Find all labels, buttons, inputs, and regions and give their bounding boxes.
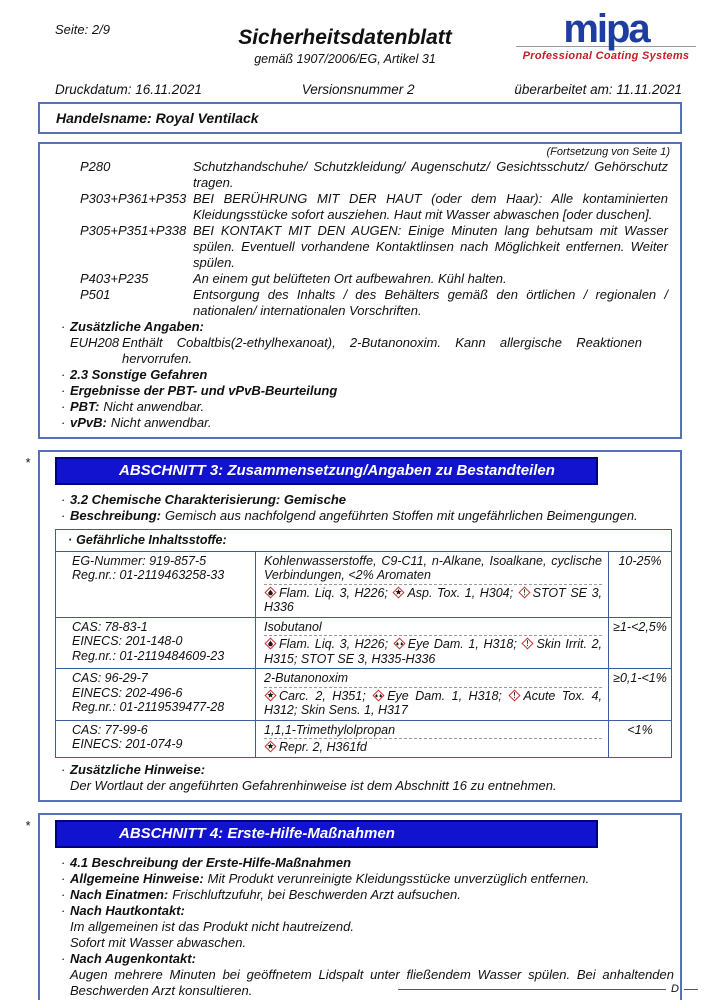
p-phrase-text: Entsorgung des Inhalts / des Behälters gemäß den örtlichen / regionalen / nationalen/ internationalen Vorschriften. [193,287,668,318]
ghs-health-hazard-icon [264,740,277,754]
hazard-text: Eye Dam. 1, H318; [387,688,509,703]
p-phrase-code: P305+P351+P338 [80,223,187,238]
change-marker-asterisk: * [25,817,31,833]
heading-label: Ergebnisse der PBT- und vPvB-Beurteilung [70,383,338,398]
bullet-dot: · [61,383,66,398]
hazard-text: Asp. Tox. 1, H304; [407,585,518,600]
first-aid-paragraph [61,950,674,967]
ghs-corrosion-icon [372,689,385,703]
heading-label: 3.2 Chemische Charakterisierung: Gemische [70,492,347,507]
identifier-line: EG-Nummer: 919-857-5 [72,553,207,568]
continuation-note-top: (Fortsetzung von Seite 1) [546,146,670,158]
ghs-exclamation-icon [508,689,521,703]
other-hazards-heading [61,367,666,383]
ghs-health-hazard-icon [392,586,405,600]
bullet-dot: · [61,367,66,382]
dashed-separator [264,584,602,585]
p-phrase-text: An einem gut belüfteten Ort aufbewahren. Kühl halten. [193,271,507,286]
footer-rule-right [684,989,698,990]
ingredient-identifiers [56,721,256,757]
identifier-line: Reg.nr.: 01-2119539477-28 [72,700,225,714]
trade-name: Handelsname: Royal Ventilack [56,110,259,126]
document-subtitle: gemäß 1907/2006/EG, Artikel 31 [254,52,436,66]
concentration-value: 10-25% [618,553,662,568]
revision-date: überarbeitet am: 11.11.2021 [514,82,682,97]
first-aid-paragraph [70,935,674,951]
pbt-result [61,399,666,415]
document-title-block [150,26,540,66]
hazard-text: Flam. Liq. 3, H226; [279,637,393,651]
hazard-classifications [264,740,602,755]
p-phrase-row [80,271,672,287]
euh-code: EUH208 [70,335,120,350]
ingredient-row [56,669,671,721]
p-phrase-row [80,159,672,191]
first-aid-paragraph [61,886,674,903]
bullet-dot: · [61,319,66,334]
vpvb-result [61,415,666,431]
bullet-dot: · [61,886,66,902]
description-label: Beschreibung: [70,508,162,523]
hazard-classifications [264,586,602,615]
p-phrase-row [80,223,672,271]
paragraph-text: Sofort mit Wasser abwaschen. [70,934,247,950]
footer-language-marker [398,984,698,995]
mipa-logo [516,6,696,62]
dashed-separator [264,738,602,739]
concentration-value: <1% [627,722,653,737]
identifier-line: CAS: 77-99-6 [72,722,148,737]
ingredients-table-header [56,530,671,552]
document-meta-row [55,82,682,97]
hazard-text: Flam. Liq. 3, H226; [279,585,393,600]
chemical-characterisation-heading [61,492,674,508]
bullet-dot: · [68,533,73,547]
additional-notes-text: Der Wortlaut der angeführten Gefahrenhinweise ist dem Abschnitt 16 zu entnehmen. [70,777,557,793]
brand-wordmark: mipa [563,7,649,51]
paragraph-label: Nach Hautkontakt: [70,902,185,918]
bullet-dot: · [61,870,66,886]
concentration-value: ≥1-<2,5% [613,619,667,634]
identifier-line: EINECS: 202-496-6 [72,685,183,700]
section-3 [25,450,682,802]
change-marker-asterisk: * [25,455,31,470]
bullet-dot: · [61,399,66,414]
ingredient-details [256,669,609,720]
p-phrase-code: P403+P235 [80,271,149,286]
hazard-text: STOT SE 3, H336 [264,585,603,614]
additional-info-heading [61,319,666,335]
ingredients-rows [56,552,671,757]
section-4 [25,813,682,1000]
p-phrase-text: BEI BERÜHRUNG MIT DER HAUT (oder dem Haar): Alle kontaminierten Kleidungsstücke sofort ausziehen. Haut mit Wasser abwaschen [oder duschen]. [193,191,668,222]
ingredient-identifiers [56,552,256,617]
paragraph-text: Augen mehrere Minuten bei geöffnetem Lidspalt unter fließendem Wasser spülen. Bei anhaltenden Beschwerden Arzt konsultieren. [70,966,674,998]
euh-statement [70,335,672,367]
p-phrase-code: P303+P361+P353 [80,191,187,206]
version-number: Versionsnummer 2 [301,82,415,97]
page-number: Seite: 2/9 [55,22,110,37]
description-text: Gemisch aus nachfolgend angeführten Stoffen mit ungefährlichen Beimengungen. [165,508,638,523]
language-code: D [671,983,679,995]
p-phrase-row [80,191,672,223]
vpvb-label: vPvB: [70,415,107,430]
table-header-label: Gefährliche Inhaltsstoffe: [76,533,227,547]
heading-label: Zusätzliche Hinweise: [70,761,206,777]
concentration-value: ≥0,1-<1% [613,671,667,685]
paragraph-label: 4.1 Beschreibung der Erste-Hilfe-Maßnahmen [70,854,352,870]
hazardous-ingredients-table [55,529,672,758]
ingredient-identifiers [56,618,256,669]
first-aid-paragraph [61,870,674,887]
identifier-line: Reg.nr.: 01-2119463258-33 [72,568,225,582]
first-aid-paragraphs [40,855,680,1000]
paragraph-text: Mit Produkt verunreinigte Kleidungsstücke unverzüglich entfernen. [207,870,590,886]
bullet-dot: · [61,854,66,870]
substance-name: Isobutanol [264,619,322,634]
identifier-line: Reg.nr.: 01-2119484609-23 [72,648,225,663]
bullet-dot: · [61,415,66,430]
hazard-classifications [264,637,602,666]
hazard-text: Acute Tox. 4, H312; Skin Sens. 1, H317 [264,688,602,717]
heading-label: 2.3 Sonstige Gefahren [70,367,208,382]
bullet-dot: · [61,761,66,777]
first-aid-paragraph [61,854,674,871]
ingredient-row [56,618,671,670]
paragraph-text: Im allgemeinen ist das Produkt nicht hautreizend. [70,918,354,934]
substance-name: Kohlenwasserstoffe, C9-C11, n-Alkane, Isoalkane, cyclische Verbindungen, <2% Aromaten [264,553,602,582]
substance-name: 1,1,1-Trimethylolpropan [264,722,396,737]
pbt-value: Nicht anwendbar. [103,399,205,414]
heading-label: Zusätzliche Angaben: [70,319,204,334]
bullet-dot: · [61,950,66,966]
ghs-flame-icon [264,637,277,651]
print-date: Druckdatum: 16.11.2021 [55,82,202,97]
identifier-line: CAS: 78-83-1 [72,619,148,634]
ghs-exclamation-icon [521,637,534,651]
first-aid-paragraph [61,902,674,919]
paragraph-label: Nach Augenkontakt: [70,950,196,966]
ghs-corrosion-icon [393,637,406,651]
ingredient-details [256,618,609,669]
precautionary-statements-list [40,159,672,319]
ingredient-row [56,721,671,757]
ingredient-row [56,552,671,618]
ingredient-identifiers [56,669,256,720]
brand-tagline: Professional Coating Systems [522,50,690,62]
identifier-line: CAS: 96-29-7 [72,671,148,685]
dashed-separator [264,687,602,688]
section-3-box [38,450,682,802]
document-title: Sicherheitsdatenblatt [238,26,452,49]
section-3-heading-banner: ABSCHNITT 3: Zusammensetzung/Angaben zu Bestandteilen [55,457,598,485]
section-4-box [38,813,682,1000]
hazard-text: Skin Irrit. 2, H315; STOT SE 3, H335-H336 [264,637,603,666]
dashed-separator [264,635,602,636]
hazard-text: Eye Dam. 1, H318; [407,637,522,651]
description-line [61,508,674,524]
additional-notes-heading [61,761,674,778]
section2-continuation-box [38,142,682,439]
identifier-line: EINECS: 201-148-0 [72,634,183,648]
euh-text: Enthält Cobaltbis(2-ethylhexanoat), 2-Butanonoxim. Kann allergische Reaktionen hervorrufen. [122,335,642,366]
pbt-vpvb-heading [61,383,666,399]
p-phrase-row [80,287,672,319]
section-4-heading-banner: ABSCHNITT 4: Erste-Hilfe-Maßnahmen [55,820,598,848]
paragraph-text: Frischluftzufuhr, bei Beschwerden Arzt aufsuchen. [172,886,461,902]
first-aid-paragraph [70,919,674,935]
p-phrase-text: BEI KONTAKT MIT DEN AUGEN: Einige Minuten lang behutsam mit Wasser spülen. Eventuell vorhandene Kontaktlinsen nach Möglichkeit entfernen. Weiter spülen. [193,223,668,270]
paragraph-label: Allgemeine Hinweise: [70,870,204,886]
identifier-line: EINECS: 201-074-9 [72,737,183,751]
paragraph-label: Nach Einatmen: [70,886,169,902]
p-phrase-text: Schutzhandschuhe/ Schutzkleidung/ Augenschutz/ Gesichtsschutz/ Gehörschutz tragen. [193,159,668,190]
vpvb-value: Nicht anwendbar. [110,415,212,430]
hazard-text: Carc. 2, H351; [279,688,373,703]
p-phrase-code: P280 [80,159,111,174]
ingredient-details [256,721,609,757]
pbt-label: PBT: [70,399,100,414]
bullet-dot: · [61,492,66,507]
ghs-exclamation-icon [518,586,531,600]
substance-name: 2-Butanonoxim [264,671,349,685]
bullet-dot: · [61,508,66,523]
bullet-dot: · [61,902,66,918]
hazard-text: Repr. 2, H361fd [279,740,367,754]
ghs-health-hazard-icon [264,689,277,703]
hazard-classifications [264,689,602,718]
footer-rule-left [398,989,666,990]
ingredient-details [256,552,609,617]
ghs-flame-icon [264,586,277,600]
trade-name-box [38,102,682,134]
p-phrase-code: P501 [80,287,111,302]
